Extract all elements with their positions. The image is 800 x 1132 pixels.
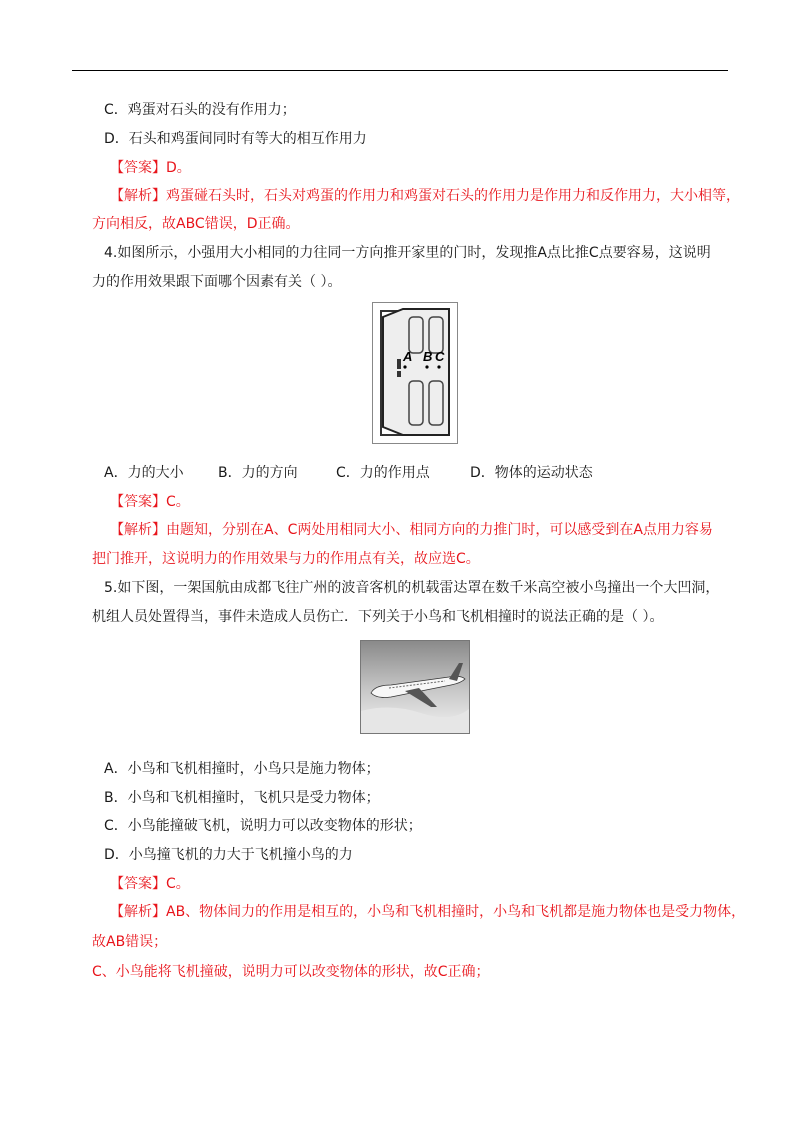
point-c-label: C bbox=[435, 349, 445, 364]
q5-option-c: C．小鸟能撞破飞机，说明力可以改变物体的形状； bbox=[104, 818, 422, 834]
q3-answer: 【答案】D。 bbox=[110, 160, 191, 176]
q4-analysis-line2: 把门推开，这说明力的作用效果与力的作用点有关，故应选C。 bbox=[92, 551, 480, 567]
q5-stem-line1: 5.如下图，一架国航由成都飞往广州的波音客机的机载雷达罩在数千米高空被小鸟撞出一个大凹洞， bbox=[104, 580, 720, 596]
q4-option-b: B．力的方向 bbox=[218, 465, 298, 481]
door-hinge bbox=[397, 371, 401, 377]
q4-option-a: A．力的大小 bbox=[104, 465, 184, 481]
door-hinge bbox=[397, 359, 401, 369]
q3-option-c: C．鸡蛋对石头的没有作用力； bbox=[104, 102, 296, 118]
q5-analysis-line1: 【解析】AB、物体间力的作用是相互的，小鸟和飞机相撞时，小鸟和飞机都是施力物体也是受力物体， bbox=[110, 904, 746, 920]
point-b-label: B bbox=[423, 349, 433, 364]
q5-option-d: D．小鸟撞飞机的力大于飞机撞小鸟的力 bbox=[104, 847, 353, 863]
q3-analysis-line2: 方向相反，故ABC错误，D正确。 bbox=[92, 216, 300, 232]
q4-answer: 【答案】C。 bbox=[110, 494, 190, 510]
q5-option-a: A．小鸟和飞机相撞时，小鸟只是施力物体； bbox=[104, 761, 380, 777]
q3-option-d: D．石头和鸡蛋间同时有等大的相互作用力 bbox=[104, 131, 367, 147]
header-rule bbox=[72, 70, 728, 71]
door-drawing bbox=[373, 303, 457, 443]
q5-option-b: B．小鸟和飞机相撞时，飞机只是受力物体； bbox=[104, 790, 380, 806]
q3-analysis-line1: 【解析】鸡蛋碰石头时，石头对鸡蛋的作用力和鸡蛋对石头的作用力是作用力和反作用力，大小相等， bbox=[110, 188, 740, 204]
door-panel bbox=[383, 309, 449, 435]
q5-stem-line2: 机组人员处置得当，事件未造成人员伤亡．下列关于小鸟和飞机相撞时的说法正确的是（ ）。 bbox=[92, 609, 664, 625]
q4-option-d: D．物体的运动状态 bbox=[470, 465, 593, 481]
airplane-drawing bbox=[361, 641, 469, 733]
q5-analysis-line3: C、小鸟能将飞机撞破，说明力可以改变物体的形状，故C正确； bbox=[92, 964, 490, 980]
q4-analysis-line1: 【解析】由题知，分别在A、C两处用相同大小、相同方向的力推门时，可以感受到在A点用力容易 bbox=[110, 522, 713, 538]
q5-answer: 【答案】C。 bbox=[110, 876, 190, 892]
q4-stem-line1: 4.如图所示，小强用大小相同的力往同一方向推开家里的门时，发现推A点比推C点要容易，这说明 bbox=[104, 245, 711, 261]
q5-analysis-line2: 故AB错误； bbox=[92, 934, 168, 950]
point-a-label: A bbox=[403, 349, 413, 364]
door-figure bbox=[372, 302, 458, 444]
q4-option-c: C．力的作用点 bbox=[336, 465, 430, 481]
q4-stem-line2: 力的作用效果跟下面哪个因素有关（ ）。 bbox=[92, 274, 342, 290]
airplane-photo bbox=[360, 640, 470, 734]
point-b-marker bbox=[425, 365, 428, 368]
point-a-marker bbox=[403, 365, 406, 368]
point-c-marker bbox=[437, 365, 440, 368]
